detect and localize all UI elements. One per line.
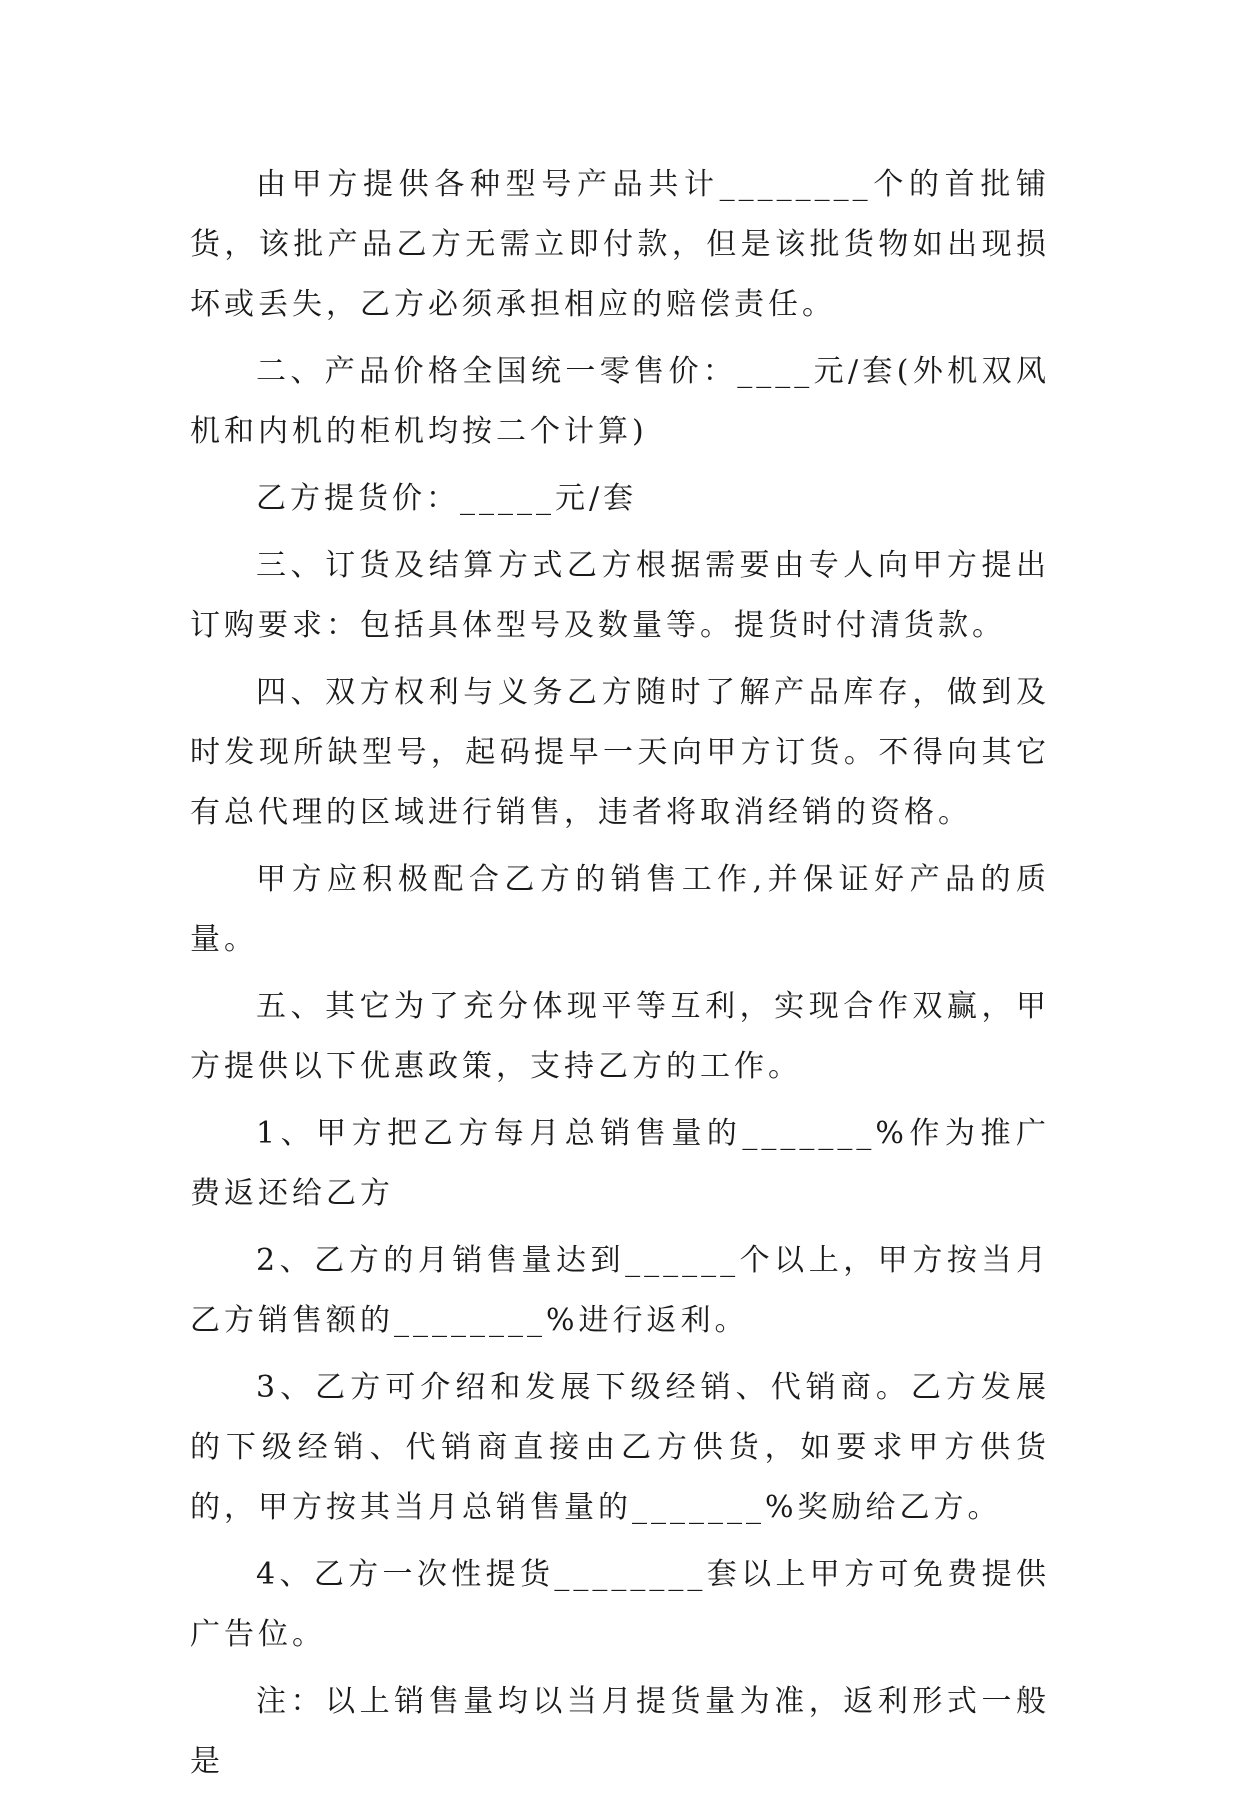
paragraph-policy-4: 4、乙方一次性提货________套以上甲方可免费提供广告位。 [190,1557,1050,1652]
paragraph-pickup-price: 乙方提货价：_____元/套 [256,481,638,516]
paragraph-quality-assurance: 甲方应积极配合乙方的销售工作,并保证好产品的质量。 [190,862,1050,957]
paragraph-policy-2: 2、乙方的月销售量达到______个以上，甲方按当月乙方销售额的________%进行返利。 [190,1243,1050,1338]
paragraph-initial-stock: 由甲方提供各种型号产品共计________个的首批铺货，该批产品乙方无需立即付款，但是该批货物如出现损坏或丢失，乙方必须承担相应的赔偿责任。 [190,167,1050,322]
paragraph-policy-3: 3、乙方可介绍和发展下级经销、代销商。乙方发展的下级经销、代销商直接由乙方供货，如要求甲方供货的，甲方按其当月总销售量的_______%奖励给乙方。 [190,1370,1050,1525]
paragraph-policy-1: 1、甲方把乙方每月总销售量的_______%作为推广费返还给乙方 [190,1116,1050,1211]
paragraph-rights-obligations: 四、双方权利与义务乙方随时了解产品库存，做到及时发现所缺型号，起码提早一天向甲方订货。不得向其它有总代理的区域进行销售，违者将取消经销的资格。 [190,675,1050,830]
paragraph-ordering-settlement: 三、订货及结算方式乙方根据需要由专人向甲方提出订购要求：包括具体型号及数量等。提货时付清货款。 [190,548,1050,643]
paragraph-note: 注：以上销售量均以当月提货量为准，返利形式一般是 [190,1684,1050,1779]
document-body [190,155,1050,1799]
paragraph-other-policies: 五、其它为了充分体现平等互利，实现合作双赢，甲方提供以下优惠政策，支持乙方的工作。 [190,989,1050,1084]
paragraph-retail-price: 二、产品价格全国统一零售价：____元/套(外机双风机和内机的柜机均按二个计算) [190,354,1050,449]
